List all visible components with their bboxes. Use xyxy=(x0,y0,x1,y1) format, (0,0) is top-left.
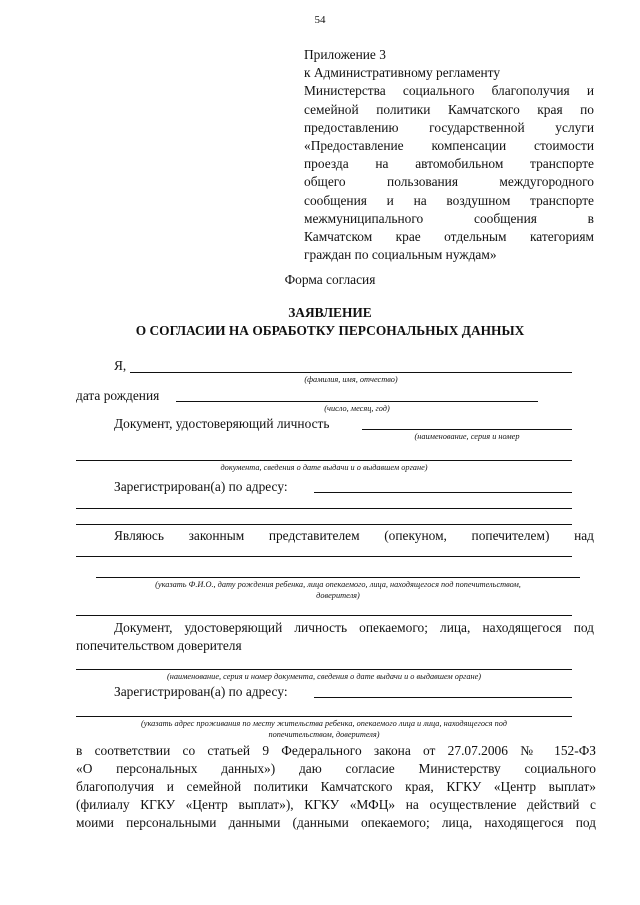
form-label: Форма согласия xyxy=(284,272,376,287)
appendix-line: предоставлению государственной услуги xyxy=(304,119,594,135)
i-label: Я, xyxy=(114,358,127,373)
birth-caption: (число, месяц, год) xyxy=(324,404,390,413)
rep-line: Являюсь законным представителем (опекуном, попечителем) над xyxy=(114,528,594,543)
rep-field-3[interactable] xyxy=(76,615,572,616)
appendix-line: Камчатском крае отдельным категориям xyxy=(304,229,594,245)
doc-caption-2: документа, сведения о дате выдачи и о выдавшем органе) xyxy=(220,463,428,472)
consent-line: в соответствии со статьей 9 Федерального закона от 27.07.2006 № 152-ФЗ xyxy=(76,743,596,758)
rep-caption-2: доверителя) xyxy=(316,591,360,600)
doc-field-2[interactable] xyxy=(76,460,572,461)
rep-field[interactable] xyxy=(76,556,572,557)
ward-reg-field[interactable] xyxy=(314,697,572,698)
reg-address-field-3[interactable] xyxy=(76,524,572,525)
ward-doc-field[interactable] xyxy=(76,669,572,670)
addr-caption-1: (указать адрес проживания по месту жительства ребенка, опекаемого лица и лица, находящегося под xyxy=(141,719,507,728)
appendix-line: сообщения и на воздушном транспорте xyxy=(304,192,594,208)
rep-caption-1: (указать Ф.И.О., дату рождения ребенка, лица опекаемого, лица, находящегося под попечительством, xyxy=(155,580,521,589)
appendix-line: Приложение 3 xyxy=(304,47,386,62)
consent-line: благополучия и семейной политики Камчатского края, КГКУ «Центр выплат» xyxy=(76,779,596,794)
reg-address-field-2[interactable] xyxy=(76,508,572,509)
fio-caption: (фамилия, имя, отчество) xyxy=(304,375,398,384)
ward-doc-line-2: попечительством доверителя xyxy=(76,638,242,653)
rep-field-2[interactable] xyxy=(96,577,580,578)
doc-caption-1: (наименование, серия и номер xyxy=(414,432,520,441)
birth-date-field[interactable] xyxy=(176,401,538,402)
ward-doc-line-1: Документ, удостоверяющий личность опекаемого; лица, находящегося под xyxy=(114,620,594,635)
ward-reg-field-2[interactable] xyxy=(76,716,572,717)
appendix-line: семейной политики Камчатского края по xyxy=(304,101,594,117)
appendix-line: к Административному регламенту xyxy=(304,65,501,81)
appendix-line: «Предоставление компенсации стоимости xyxy=(304,138,594,154)
reg-label-2: Зарегистрирован(а) по адресу: xyxy=(114,684,288,699)
reg-label: Зарегистрирован(а) по адресу: xyxy=(114,479,288,494)
appendix-line: граждан по социальным нуждам» xyxy=(304,247,497,263)
doc-label: Документ, удостоверяющий личность xyxy=(114,416,330,431)
reg-address-field[interactable] xyxy=(314,492,572,493)
consent-text xyxy=(76,742,596,832)
ward-doc-caption: (наименование, серия и номер документа, сведения о дате выдачи и о выдавшем органе) xyxy=(166,672,482,681)
birth-label: дата рождения xyxy=(76,388,160,403)
title-line-2: О СОГЛАСИИ НА ОБРАБОТКУ ПЕРСОНАЛЬНЫХ ДАННЫХ xyxy=(135,323,525,338)
fio-field[interactable] xyxy=(130,372,572,373)
consent-line: «О персональных данных») даю согласие Министерству социального xyxy=(76,761,596,776)
document-title xyxy=(0,304,640,340)
appendix-line: Министерства социального благополучия и xyxy=(304,83,594,99)
title-line-1: ЗАЯВЛЕНИЕ xyxy=(288,305,372,320)
appendix-line: проезда на автомобильном транспорте xyxy=(304,156,594,172)
addr-caption-2: попечительством, доверителя) xyxy=(268,730,380,739)
consent-line: моими персональными данными (данными опекаемого; лица, находящегося под xyxy=(76,815,596,830)
consent-line: (филиалу КГКУ «Центр выплат»), КГКУ «МФЦ» на осуществление действий с xyxy=(76,797,596,812)
appendix-block xyxy=(304,46,594,264)
appendix-line: общего пользования междугородного xyxy=(304,174,594,190)
appendix-line: межмуниципального сообщения в xyxy=(304,210,594,226)
doc-field[interactable] xyxy=(362,429,572,430)
page-number: 54 xyxy=(314,14,326,26)
